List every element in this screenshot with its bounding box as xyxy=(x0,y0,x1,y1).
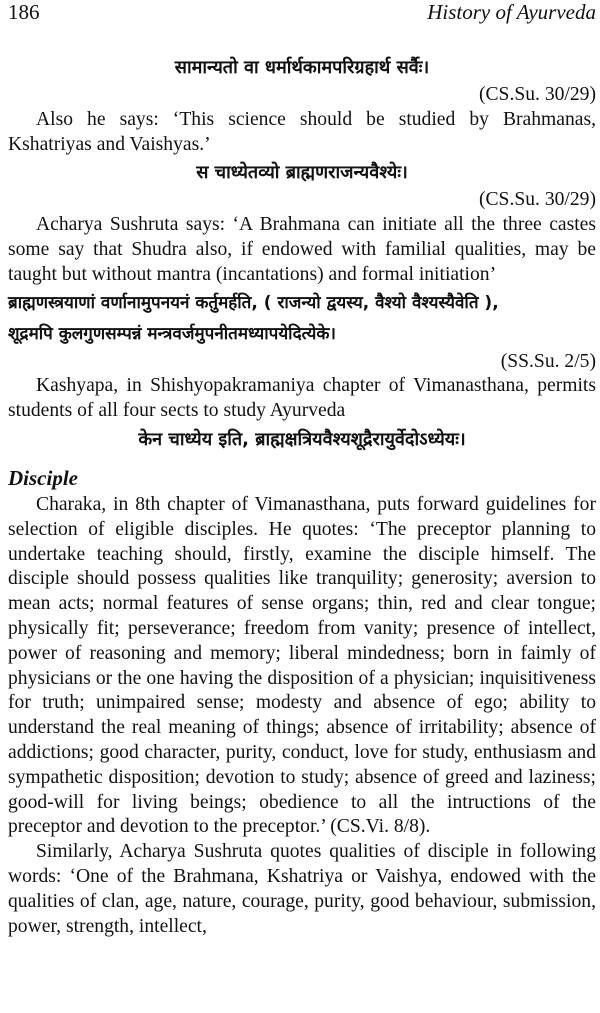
paragraph: Charaka, in 8th chapter of Vimanasthana, puts forward guidelines for selection of eligible disciples. He quotes: ‘The preceptor planning to undertake teaching should, firstly, examine the disciple himself. The disciple should possess qualities like tranquility; generosity; aversion to mean acts; normal features of sense organs; thin, red and clear tongue; physically fit; perseverance; freedom from vanity; presence of intellect, power of reasoning and memory; liberal mindedness; born in faimly of physicians or the one having the disposition of a physician; inquisitiveness for truth; unimpaired sense; modesty and absence of ego; ability to understand the real meaning of things; absence of irritability; absence of addictions; good character, purity, conduct, love for study, enthusiasm and sympathetic disposition; devotion to study; absence of greed and laziness; good-will for living beings; obedience to all the intructions of the preceptor and devotion to the preceptor.’ (CS.Vi. 8/8). xyxy=(8,493,596,838)
running-title: History of Ayurveda xyxy=(427,0,596,24)
sanskrit-verse: सामान्यतो वा धर्मार्थकामपरिग्रहार्थ सर्वैः। xyxy=(174,57,430,78)
sanskrit-verse: स चाध्येतव्यो ब्राह्मणराजन्यवैश्येः। xyxy=(196,162,408,184)
section-heading: Disciple xyxy=(8,465,78,490)
page-header xyxy=(8,0,596,30)
sanskrit-verse-line: शूद्रमपि कुलगुणसम्पन्नं मन्त्रवर्जमुपनीतमध्यापयेदित्येके। xyxy=(8,323,336,344)
paragraph: Kashyapa, in Shishyopakramaniya chapter of Vimanasthana, permits students of all four sects to study Ayurveda xyxy=(8,375,596,422)
sanskrit-verse-line: ब्राह्मणस्त्रयाणां वर्णानामुपनयनं कर्तुमर्हति, ( राजन्यो द्वयस्य, वैश्यो वैश्यस्यैवेति ), xyxy=(8,292,499,313)
page-body xyxy=(8,52,596,939)
paragraph: Acharya Sushruta says: ‘A Brahmana can initiate all the three castes some say that Shudra also, if endowed with familial qualities, may be taught but without mantra (incantations) and formal initiation’ xyxy=(8,214,596,285)
citation: (CS.Su. 30/29) xyxy=(478,84,596,105)
paragraph: Also he says: ‘This science should be studied by Brahmanas, Kshatriyas and Vaishyas.’ xyxy=(8,108,596,155)
sanskrit-verse: केन चाध्येय इति, ब्राह्मक्षत्रियवैश्यशूद्रैरायुर्वेदोऽध्येयः। xyxy=(138,428,466,450)
paragraph: Similarly, Acharya Sushruta quotes qualities of disciple in following words: ‘One of the Brahmana, Kshatriya or Vaishya, endowed with the qualities of clan, age, nature, courage, purity, good behaviour, submission, power, strength, intellect, xyxy=(8,841,596,937)
citation: (SS.Su. 2/5) xyxy=(500,350,596,372)
page-number: 186 xyxy=(8,0,40,24)
citation: (CS.Su. 30/29) xyxy=(478,189,596,211)
